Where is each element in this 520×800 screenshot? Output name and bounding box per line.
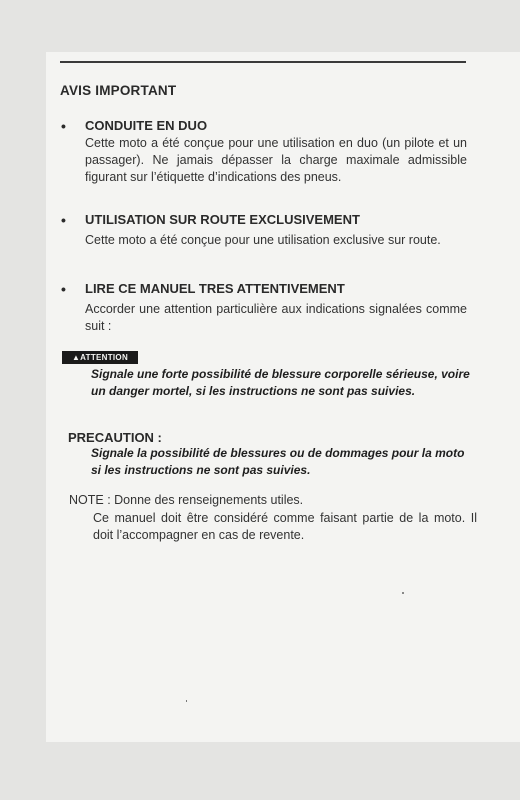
page-title: AVIS IMPORTANT (60, 83, 177, 98)
bullet-3: • (61, 281, 66, 297)
section-body-route: Cette moto a été conçue pour une utilisation exclusive sur route. (85, 233, 441, 247)
note-line: NOTE : Donne des renseignements utiles. (69, 493, 304, 507)
section-body-duo: Cette moto a été conçue pour une utilisation en duo (un pilote et un passager). Ne jamais dépasser la charge maximale admissible figurant sur l’étiquette d’indications des pneus. (85, 136, 467, 184)
top-rule (60, 61, 466, 63)
note-text: Ce manuel doit être considéré comme faisant partie de la moto. Il doit l’accompagner en cas de revente. (93, 511, 477, 542)
scan-speck (186, 700, 187, 702)
attention-text: Signale une forte possibilité de blessure corporelle sérieuse, voire un danger mortel, si les instructions ne sont pas suivies. (91, 367, 470, 398)
scan-speck (402, 592, 404, 594)
precaution-label: PRECAUTION : (68, 430, 162, 445)
section-heading-manuel: LIRE CE MANUEL TRES ATTENTIVEMENT (85, 281, 345, 296)
attention-badge: ▲ATTENTION (62, 351, 138, 364)
section-body-manuel: Accorder une attention particulière aux indications signalées comme suit : (85, 302, 467, 333)
bullet-2: • (61, 212, 66, 228)
bullet-1: • (61, 118, 66, 134)
section-heading-duo: CONDUITE EN DUO (85, 118, 208, 133)
precaution-text: Signale la possibilité de blessures ou de dommages pour la moto si les instructions ne sont pas suivies. (91, 446, 465, 477)
section-heading-route: UTILISATION SUR ROUTE EXCLUSIVEMENT (85, 212, 360, 227)
